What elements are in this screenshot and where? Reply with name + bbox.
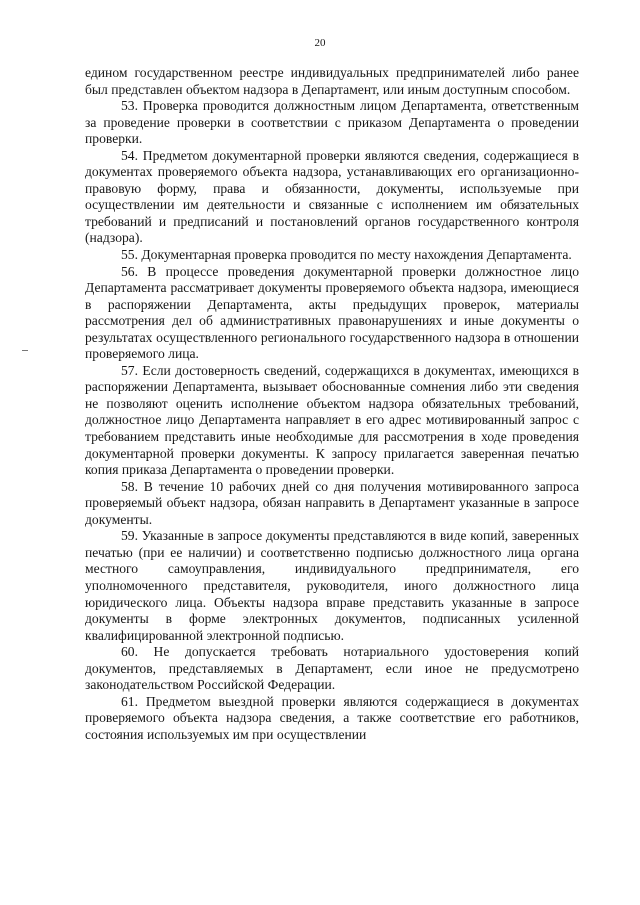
paragraph-61: 61. Предметом выездной проверки являются содержащиеся в документах проверяемого объекта надзора сведения, а также соответствие его работников, состояния используемых им при осуществлении [85,693,579,742]
paragraph-continued: едином государственном реестре индивидуальных предпринимателей либо ранее был представлен объектом надзора в Департамент, или иным доступным способом. [85,65,579,97]
paragraph-54: 54. Предметом документарной проверки являются сведения, содержащиеся в документах проверяемого объекта надзора, устанавливающих его организационно-правовую форму, права и обязанности, документы, используемые при осуществлении им деятельности и связанные с исполнением им обязательных требований и предписаний и постановлений органов государственного контроля (надзора). [85,147,579,246]
paragraph-58: 58. В течение 10 рабочих дней со дня получения мотивированного запроса проверяемый объект надзора, обязан направить в Департамент указанные в запросе документы. [85,478,579,527]
paragraph-55: 55. Документарная проверка проводится по месту нахождения Департамента. [121,247,572,263]
paragraph-60: 60. Не допускается требовать нотариального удостоверения копий документов, представляемых в Департамент, если иное не предусмотрено законодательством Российской Федерации. [85,644,579,693]
page-number: 20 [314,37,326,49]
paragraph-57: 57. Если достоверность сведений, содержащихся в документах, имеющихся в распоряжении Департамента, вызывает обоснованные сомнения либо эти сведения не позволяют оценить исполнение объектом надзора обязательных требований, должностное лицо Департамента направляет в его адрес мотивированный запрос с требованием представить иные необходимые для рассмотрения в ходе проведения документарной проверки документы. К запросу прилагается заверенная печатью копия приказа Департамента о проведении проверки. [85,362,579,478]
margin-mark [22,350,28,351]
paragraph-56: 56. В процессе проведения документарной проверки должностное лицо Департамента рассматривает документы проверяемого объекта надзора, имеющиеся в распоряжении Департамента, акты предыдущих проверок, материалы рассмотрения дел об административных правонарушениях и иные документы о результатах осуществленного регионального государственного надзора в отношении проверяемого лица. [85,263,579,362]
paragraph-59: 59. Указанные в запросе документы представляются в виде копий, заверенных печатью (при ее наличии) и соответственно подписью должностного лица органа местного самоуправления, индивидуального предпринимателя, его уполномоченного представителя, руководителя, иного должностного лица юридического лица. Объекты надзора вправе представить указанные в запросе документы в форме электронных документов, подписанных усиленной квалифицированной электронной подписью. [85,528,579,643]
paragraph-53: 53. Проверка проводится должностным лицом Департамента, ответственным за проведение проверки в соответствии с приказом Департамента о проведении проверки. [85,98,579,147]
document-body [85,65,579,743]
